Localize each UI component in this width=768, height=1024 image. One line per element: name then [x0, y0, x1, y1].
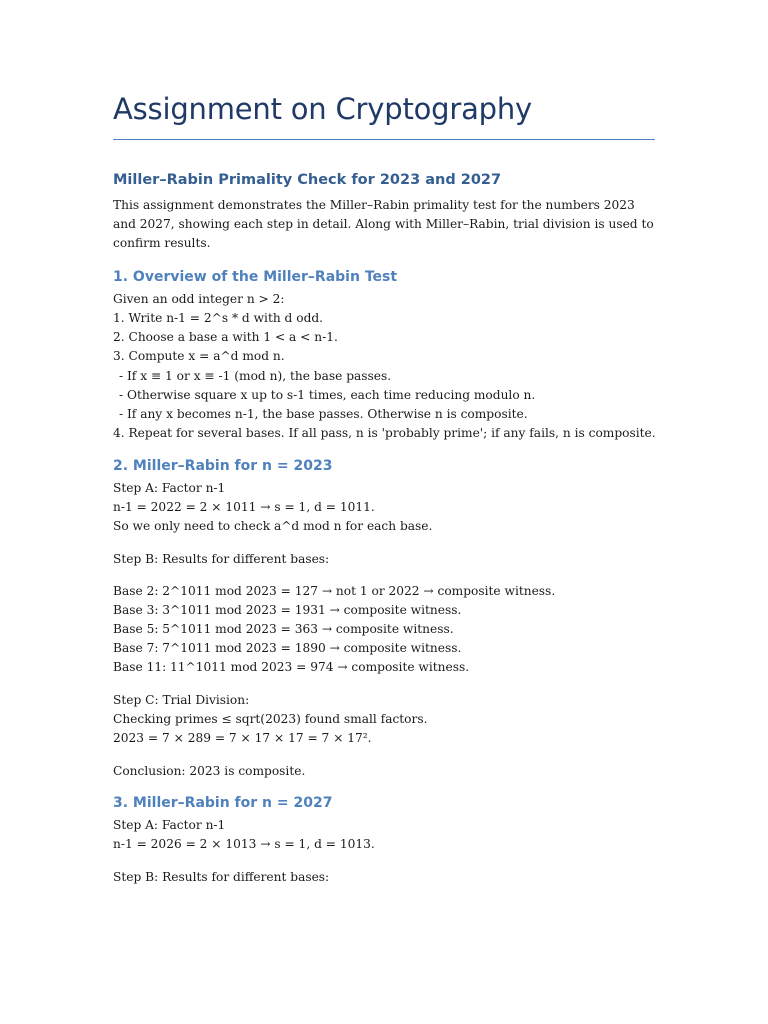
overview-line: 3. Compute x = a^d mod n. — [113, 349, 285, 363]
step-line: Checking primes ≤ sqrt(2023) found small factors. — [113, 712, 428, 726]
step-line: n-1 = 2022 = 2 × 1011 → s = 1, d = 1011. — [113, 500, 375, 514]
base-result-line: Base 3: 3^1011 mod 2023 = 1931 → composite witness. — [113, 603, 462, 617]
overview-line: 1. Write n-1 = 2^s * d with d odd. — [113, 311, 324, 325]
section-heading-2027: 3. Miller–Rabin for n = 2027 — [113, 795, 333, 811]
intro-paragraph: This assignment demonstrates the Miller–Rabin primality test for the numbers 2023 and 2027, showing each step in detail. Along with Miller–Rabin, trial division is used to confirm results. — [113, 198, 654, 251]
overview-line: - Otherwise square x up to s-1 times, each time reducing modulo n. — [119, 388, 536, 402]
step-line: Step A: Factor n-1 — [113, 818, 226, 832]
conclusion-line: Conclusion: 2023 is composite. — [113, 764, 306, 778]
overview-line: 4. Repeat for several bases. If all pass, n is 'probably prime'; if any fails, n is composite. — [113, 426, 656, 440]
document-subtitle: Miller–Rabin Primality Check for 2023 and 2027 — [113, 172, 502, 188]
step-line: Step B: Results for different bases: — [113, 870, 330, 884]
step-line: Step B: Results for different bases: — [113, 552, 330, 566]
base-result-line: Base 7: 7^1011 mod 2023 = 1890 → composite witness. — [113, 641, 462, 655]
overview-line: 2. Choose a base a with 1 < a < n-1. — [113, 330, 338, 344]
step-line: Step C: Trial Division: — [113, 693, 250, 707]
step-line: So we only need to check a^d mod n for each base. — [113, 519, 433, 533]
step-line: Step A: Factor n-1 — [113, 481, 226, 495]
base-result-line: Base 11: 11^1011 mod 2023 = 974 → composite witness. — [113, 660, 470, 674]
section-heading-overview: 1. Overview of the Miller–Rabin Test — [113, 269, 398, 285]
base-result-line: Base 5: 5^1011 mod 2023 = 363 → composite witness. — [113, 622, 454, 636]
factorization-line: 2023 = 7 × 289 = 7 × 17 × 17 = 7 × 17². — [113, 731, 372, 745]
step-line: n-1 = 2026 = 2 × 1013 → s = 1, d = 1013. — [113, 837, 375, 851]
overview-line: Given an odd integer n > 2: — [113, 292, 285, 306]
document-title: Assignment on Cryptography — [113, 92, 533, 126]
section-heading-2023: 2. Miller–Rabin for n = 2023 — [113, 458, 333, 474]
overview-line: - If any x becomes n-1, the base passes. Otherwise n is composite. — [119, 407, 528, 421]
title-underline — [113, 139, 655, 140]
base-result-line: Base 2: 2^1011 mod 2023 = 127 → not 1 or 2022 → composite witness. — [113, 584, 556, 598]
overview-line: - If x ≡ 1 or x ≡ -1 (mod n), the base passes. — [119, 369, 392, 383]
